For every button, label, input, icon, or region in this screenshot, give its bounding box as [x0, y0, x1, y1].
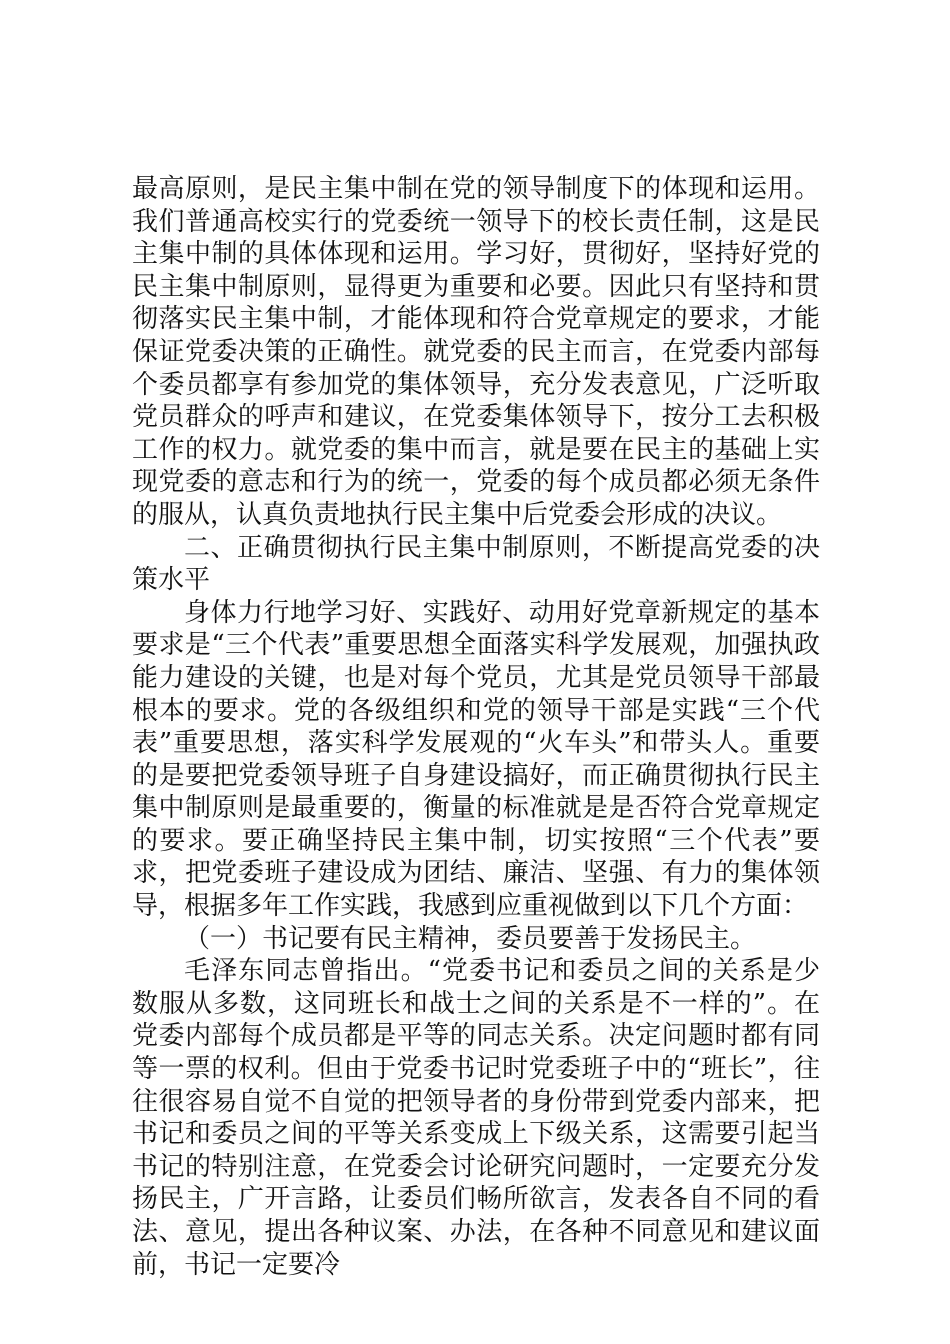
body-paragraph-3: 身体力行地学习好、实践好、动用好党章新规定的基本要求是“三个代表”重要思想全面落实科学发展观，加强执政能力建设的关键，也是对每个党员，尤其是党员领导干部最根本的要求。党的各级组织和党的领导干部是实践“三个代表”重要思想，落实科学发展观的“火车头”和带头人。重要的是要把党委领导班子自身建设搞好，而正确贯彻执行民主集中制原则是最重要的，衡量的标准就是是否符合党章规定的要求。要正确坚持民主集中制，切实按照“三个代表”要求，把党委班子建设成为团结、廉洁、坚强、有力的集体领导，根据多年工作实践，我感到应重视做到以下几个方面： [132, 597, 820, 922]
body-paragraph-1: 最高原则，是民主集中制在党的领导制度下的体现和运用。我们普通高校实行的党委统一领导下的校长责任制，这是民主集中制的具体体现和运用。学习好，贯彻好，坚持好党的民主集中制原则，显得更为重要和必要。因此只有坚持和贯彻落实民主集中制，才能体现和符合党章规定的要求，才能保证党委决策的正确性。就党委的民主而言，在党委内部每个委员都享有参加党的集体领导，充分发表意见，广泛听取党员群众的呼声和建议，在党委集体领导下，按分工去积极工作的权力。就党委的集中而言，就是要在民主的基础上实现党委的意志和行为的统一，党委的每个成员都必须无条件的服从，认真负责地执行民主集中后党委会形成的决议。 [132, 174, 820, 530]
section-heading-2: 二、正确贯彻执行民主集中制原则，不断提高党委的决策水平 [132, 532, 820, 596]
document-page [132, 173, 820, 1281]
body-paragraph-5: 毛泽东同志曾指出。“党委书记和委员之间的关系是少数服从多数，这同班长和战士之间的关系是不一样的”。在党委内部每个成员都是平等的同志关系。决定问题时都有同等一票的权利。但由于党委书记时党委班子中的“班长”，往往很容易自觉不自觉的把领导者的身份带到党委内部来，把书记和委员之间的平等关系变成上下级关系，这需要引起当书记的特别注意，在党委会讨论研究问题时，一定要充分发扬民主，广开言路，让委员们畅所欲言，发表各自不同的看法、意见，提出各种议案、办法，在各种不同意见和建议面前，书记一定要冷 [132, 956, 820, 1280]
subsection-heading-1: （一）书记要有民主精神，委员要善于发扬民主。 [184, 923, 757, 954]
